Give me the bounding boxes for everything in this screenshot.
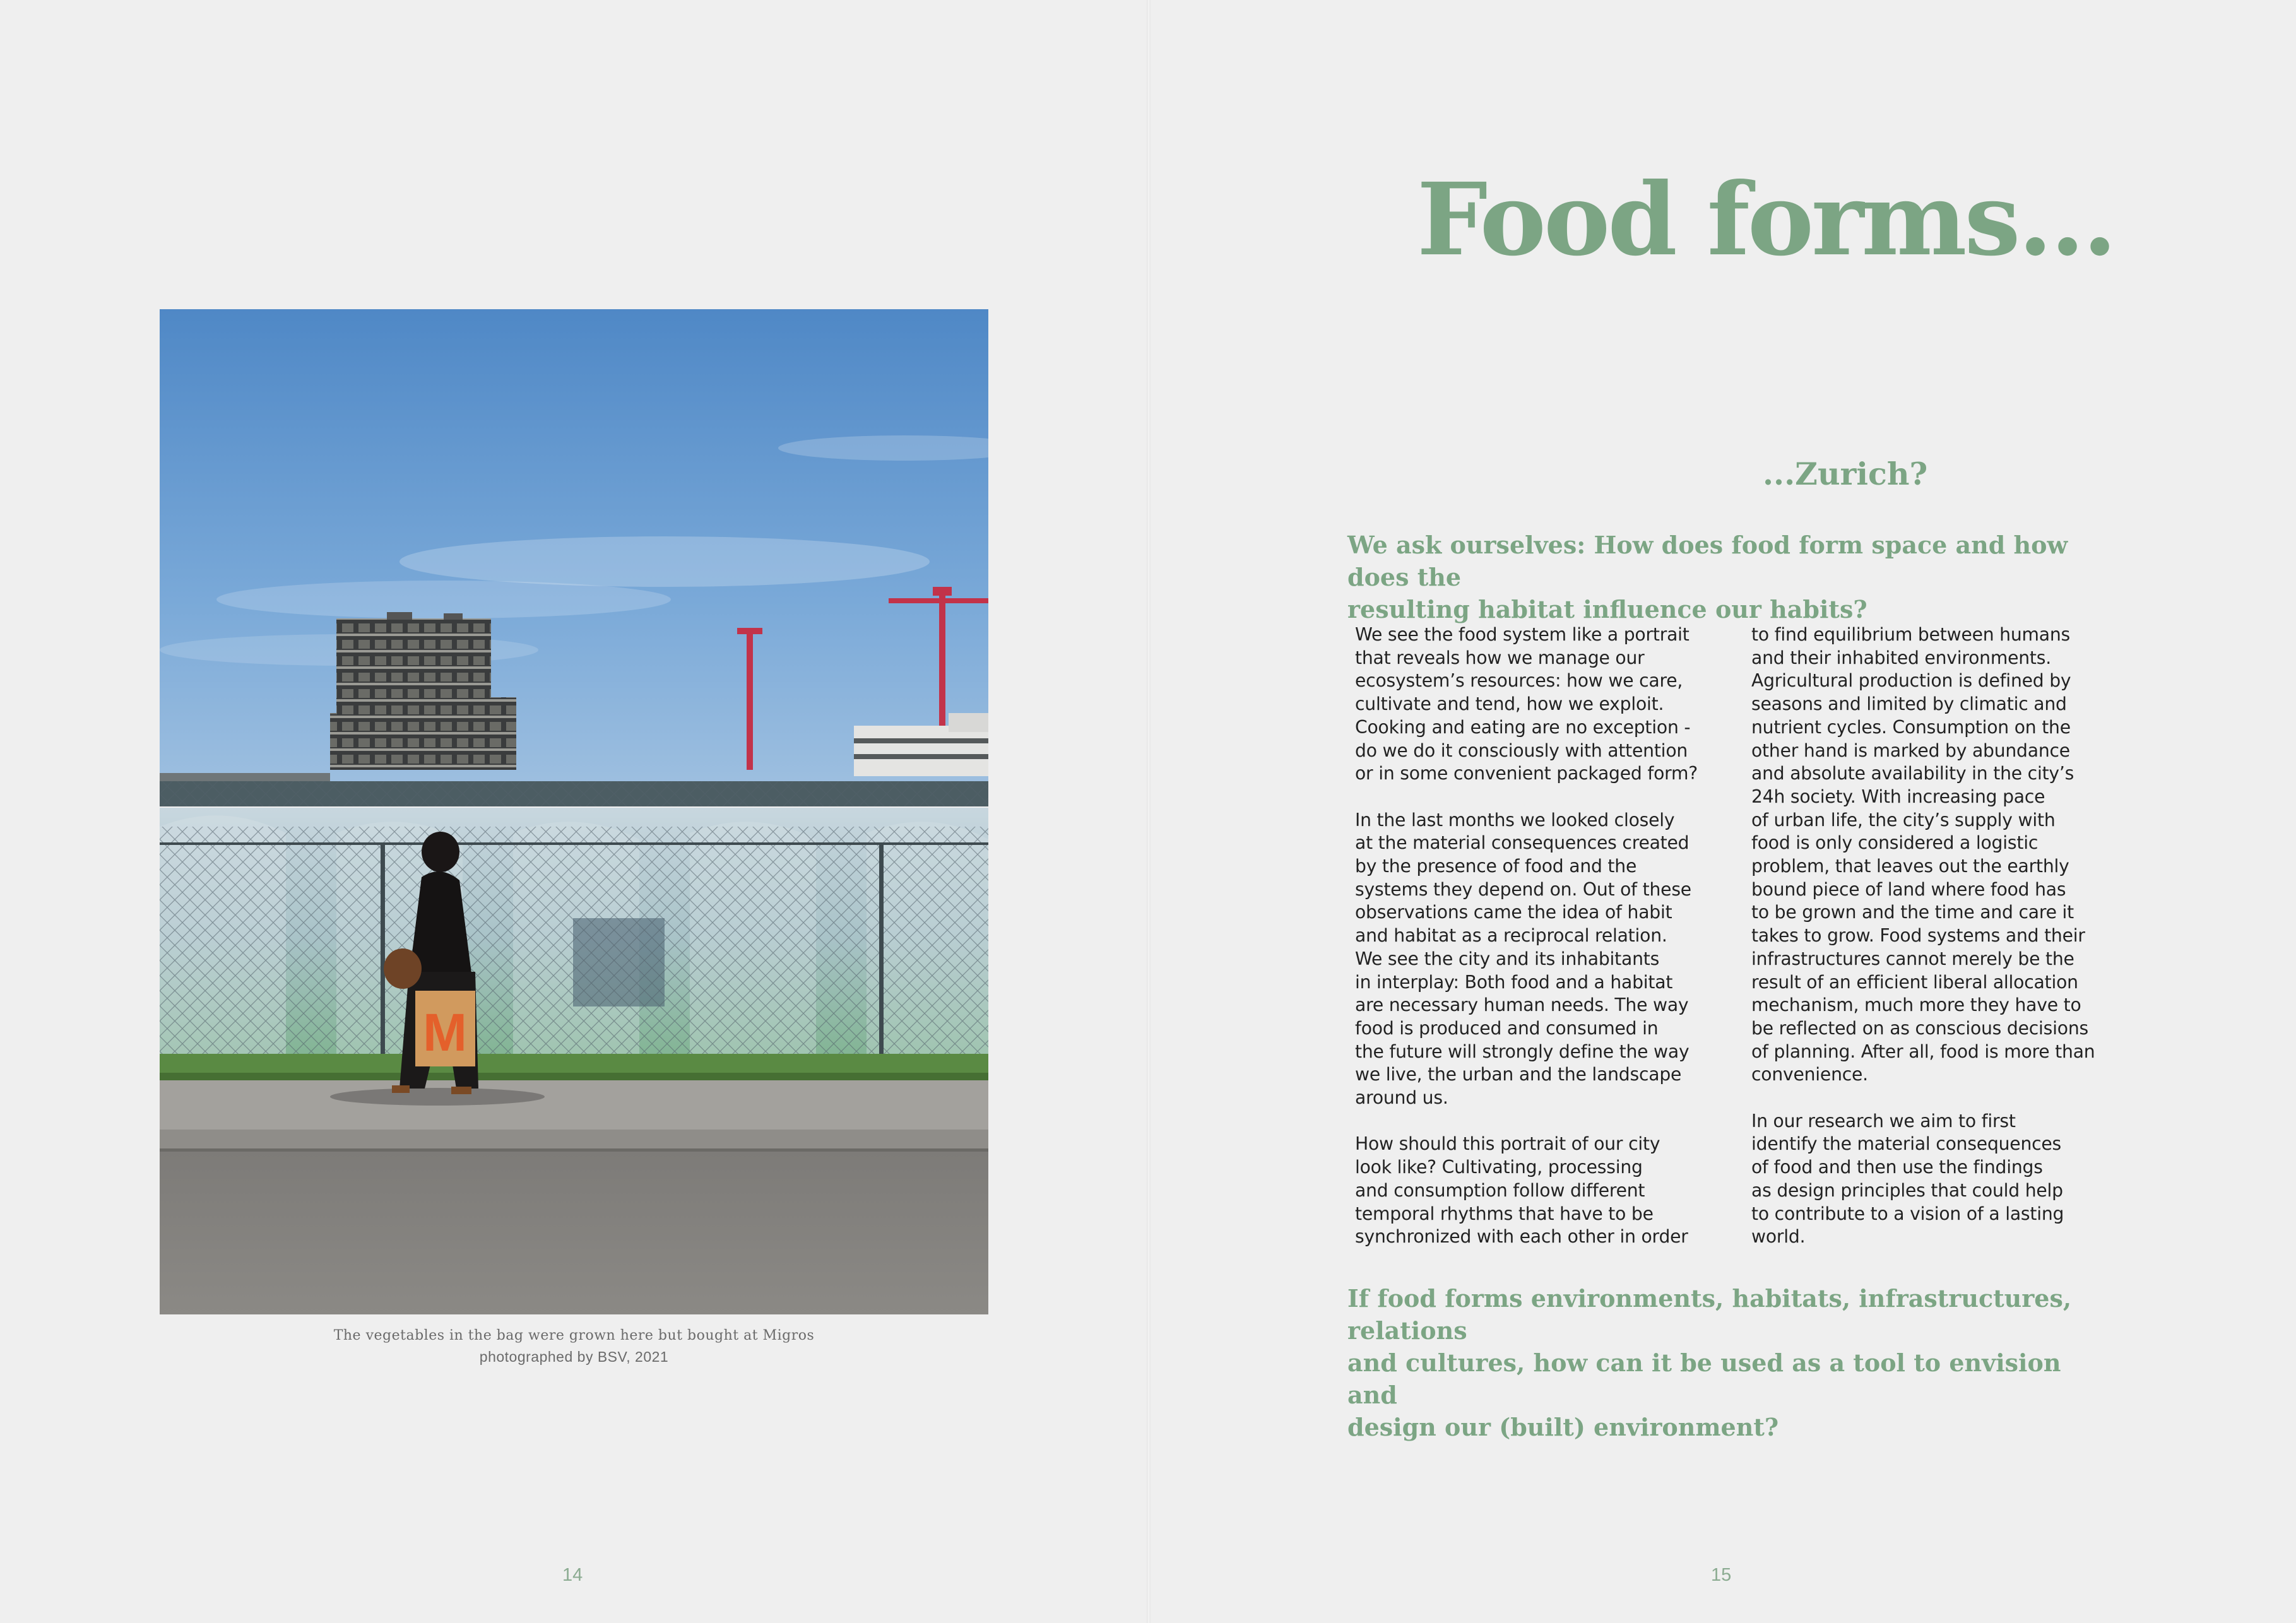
body-text-line: as design principles that could help [1751, 1179, 2063, 1201]
body-text-line: at the material consequences created [1355, 832, 1689, 854]
body-text-line: in interplay: Both food and a habitat [1355, 971, 1673, 993]
closing-question-line: and cultures, how can it be used as a tool to envision and [1347, 1349, 2061, 1409]
body-text-line: of urban life, the city’s supply with [1751, 809, 2056, 830]
body-text-line: identify the material consequences [1751, 1133, 2062, 1155]
body-paragraph [1751, 1110, 2105, 1249]
body-text-line: do we do it consciously with attention [1355, 740, 1688, 761]
body-paragraph [1355, 1133, 1708, 1249]
photo-credit: photographed by BSV, 2021 [479, 1349, 669, 1365]
body-text-line: look like? Cultivating, processing [1355, 1157, 1643, 1178]
body-text-line: temporal rhythms that have to be [1355, 1203, 1654, 1224]
photo-illustration [160, 309, 988, 1314]
body-text-line: result of an efficient liberal allocation [1751, 971, 2078, 993]
body-text-line: we live, the urban and the landscape [1355, 1064, 1682, 1085]
body-text-line: systems they depend on. Out of these [1355, 878, 1691, 900]
page-number-left: 14 [562, 1565, 583, 1585]
body-text-line: be reflected on as conscious decisions [1751, 1017, 2088, 1039]
body-text-line: In the last months we looked closely [1355, 809, 1675, 830]
body-text-line: other hand is marked by abundance [1751, 740, 2070, 761]
body-text-line: ecosystem’s resources: how we care, [1355, 670, 1683, 692]
paragraph-gap [1355, 1110, 1708, 1133]
intro-question-line: We ask ourselves: How does food form space and how does the [1347, 531, 2068, 591]
body-text-line: problem, that leaves out the earthly [1751, 856, 2069, 877]
body-text-line: world. [1751, 1226, 1806, 1248]
body-text-line: seasons and limited by climatic and [1751, 693, 2067, 715]
body-text-line: We see the city and its inhabitants [1355, 948, 1660, 969]
street-photo [160, 309, 988, 1314]
body-text-line: cultivate and tend, how we exploit. [1355, 693, 1664, 715]
photo-caption: The vegetables in the bag were grown here but bought at Migros [333, 1328, 815, 1343]
closing-question [1347, 1282, 2117, 1443]
body-text-line: of food and then use the findings [1751, 1157, 2043, 1178]
body-text-line: bound piece of land where food has [1751, 878, 2066, 900]
left-page [0, 0, 1147, 1623]
text-column-left [1355, 623, 1708, 1249]
body-text-line: and absolute availability in the city’s [1751, 763, 2074, 784]
body-text-line: or in some convenient packaged form? [1355, 763, 1698, 784]
bag-letter: M [423, 1003, 467, 1062]
body-text-line: We see the food system like a portrait [1355, 624, 1689, 645]
body-text-line: to be grown and the time and care it [1751, 902, 2074, 923]
body-text-line: observations came the idea of habit [1355, 902, 1672, 923]
intro-question [1347, 529, 2117, 625]
body-text-line: that reveals how we manage our [1355, 647, 1645, 668]
page-title: Food forms... [1417, 162, 2115, 278]
body-text-line: the future will strongly define the way [1355, 1041, 1689, 1062]
body-text-line: convenience. [1751, 1064, 1868, 1085]
body-text-line: and their inhabited environments. [1751, 647, 2051, 668]
body-text-line: food is only considered a logistic [1751, 832, 2039, 854]
page-number-right: 15 [1711, 1565, 1732, 1585]
body-text-line: mechanism, much more they have to [1751, 994, 2081, 1016]
body-text-line: synchronized with each other in order [1355, 1226, 1688, 1248]
closing-question-line: If food forms environments, habitats, infrastructures, relations [1347, 1284, 2072, 1345]
paragraph-gap [1751, 1087, 2105, 1110]
body-text-line: and consumption follow different [1355, 1179, 1645, 1201]
body-text-line: to contribute to a vision of a lasting [1751, 1203, 2064, 1224]
body-text-line: takes to grow. Food systems and their [1751, 925, 2085, 947]
body-text-line: to find equilibrium between humans [1751, 624, 2070, 645]
body-text-line: How should this portrait of our city [1355, 1133, 1660, 1155]
paragraph-gap [1355, 786, 1708, 809]
body-text-line: around us. [1355, 1087, 1448, 1109]
photo-caption-block [160, 1328, 988, 1366]
body-text-line: of planning. After all, food is more than [1751, 1041, 2095, 1062]
body-paragraph [1751, 623, 2105, 1087]
body-text-line: nutrient cycles. Consumption on the [1751, 716, 2071, 738]
intro-question-line: resulting habitat influence our habits? [1347, 595, 1867, 623]
text-column-right [1751, 623, 2105, 1249]
body-text-line: food is produced and consumed in [1355, 1017, 1659, 1039]
body-text-line: 24h society. With increasing pace [1751, 786, 2045, 807]
page-subtitle: ...Zurich? [1763, 456, 1928, 492]
body-text-line: are necessary human needs. The way [1355, 994, 1689, 1016]
body-text-line: Cooking and eating are no exception - [1355, 716, 1691, 738]
body-text-line: infrastructures cannot merely be the [1751, 948, 2074, 969]
closing-question-line: design our (built) environment? [1347, 1413, 1779, 1441]
body-text-line: In our research we aim to first [1751, 1110, 2016, 1131]
body-text-line: Agricultural production is defined by [1751, 670, 2071, 692]
body-paragraph [1355, 809, 1708, 1110]
body-paragraph [1355, 623, 1708, 786]
body-text-line: by the presence of food and the [1355, 856, 1637, 877]
body-text-line: and habitat as a reciprocal relation. [1355, 925, 1667, 947]
